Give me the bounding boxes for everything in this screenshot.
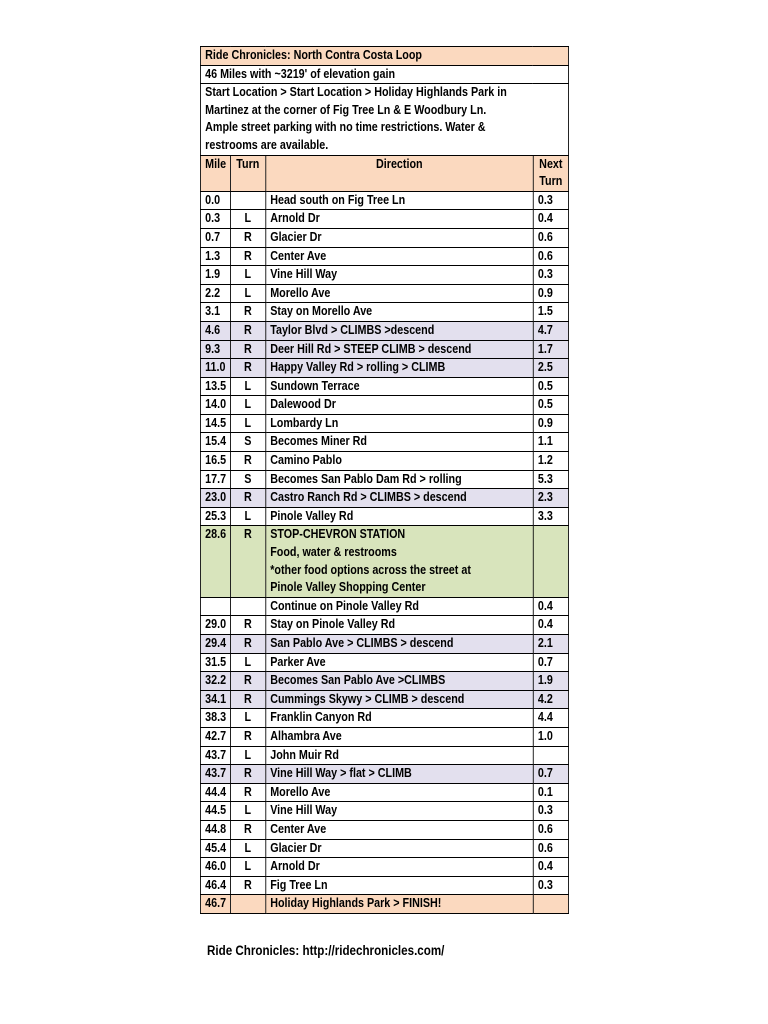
ride-summary: 46 Miles with ~3219' of elevation gain: [200, 65, 568, 84]
sheet-title: Ride Chronicles: North Contra Costa Loop: [200, 47, 568, 66]
cue-mile: [200, 597, 230, 616]
cue-row: [200, 266, 568, 285]
cue-turn: R: [230, 359, 265, 378]
cue-turn: R: [230, 321, 265, 340]
cue-direction: Morello Ave: [265, 284, 533, 303]
cue-turn: L: [230, 839, 265, 858]
start-line: Start Location > Start Location > Holiday Highlands Park in: [205, 85, 507, 100]
cue-turn: S: [230, 433, 265, 452]
cue-mile: 29.4: [200, 635, 230, 654]
cue-next-turn: 1.7: [533, 340, 568, 359]
cue-mile: 14.5: [200, 414, 230, 433]
cue-turn: R: [230, 489, 265, 508]
cue-row: [200, 284, 568, 303]
cue-direction: Center Ave: [265, 247, 533, 266]
cue-turn: R: [230, 876, 265, 895]
cue-mile: 0.3: [200, 210, 230, 229]
cue-next-turn: 4.4: [533, 709, 568, 728]
cue-mile: 44.5: [200, 802, 230, 821]
cue-turn: L: [230, 396, 265, 415]
cue-row: [200, 321, 568, 340]
cue-row: [200, 635, 568, 654]
cue-turn: L: [230, 653, 265, 672]
cue-rows: [200, 191, 568, 913]
cue-direction: Becomes San Pablo Ave >CLIMBS: [265, 672, 533, 691]
cue-next-turn: 3.3: [533, 507, 568, 526]
cue-next-turn: 0.6: [533, 820, 568, 839]
cue-direction: Vine Hill Way > flat > CLIMB: [265, 765, 533, 784]
cue-row: [200, 414, 568, 433]
cue-mile: 0.0: [200, 191, 230, 210]
cue-next-turn: 0.3: [533, 266, 568, 285]
cue-direction: Camino Pablo: [265, 452, 533, 471]
cue-row: [200, 452, 568, 471]
cue-sheet-table: [200, 46, 569, 914]
cue-direction: Parker Ave: [265, 653, 533, 672]
cue-mile: 15.4: [200, 433, 230, 452]
cue-next-turn: 0.4: [533, 597, 568, 616]
cue-direction: Center Ave: [265, 820, 533, 839]
cue-turn: R: [230, 340, 265, 359]
cue-direction: Stay on Morello Ave: [265, 303, 533, 322]
start-location: [200, 84, 568, 155]
cue-direction: Vine Hill Way: [265, 802, 533, 821]
cue-mile: 25.3: [200, 507, 230, 526]
cue-next-turn: 0.4: [533, 210, 568, 229]
cue-next-turn: 2.1: [533, 635, 568, 654]
cue-next-turn: 0.9: [533, 414, 568, 433]
cue-row: [200, 191, 568, 210]
cue-mile: 1.9: [200, 266, 230, 285]
cue-direction: Alhambra Ave: [265, 727, 533, 746]
cue-mile: 23.0: [200, 489, 230, 508]
cue-mile: 32.2: [200, 672, 230, 691]
cue-next-turn: [533, 895, 568, 914]
cue-next-turn: 0.5: [533, 396, 568, 415]
cue-direction: John Muir Rd: [265, 746, 533, 765]
cue-direction: Pinole Valley Rd: [265, 507, 533, 526]
cue-direction-line: STOP-CHEVRON STATION: [270, 527, 406, 542]
cue-direction: Sundown Terrace: [265, 377, 533, 396]
cue-turn: R: [230, 228, 265, 247]
header-next-turn: [533, 155, 568, 191]
cue-turn: L: [230, 709, 265, 728]
cue-next-turn: 4.2: [533, 690, 568, 709]
cue-turn: R: [230, 690, 265, 709]
cue-row: [200, 765, 568, 784]
cue-turn: R: [230, 765, 265, 784]
cue-row: [200, 839, 568, 858]
cue-row: [200, 228, 568, 247]
cue-row: [200, 210, 568, 229]
cue-turn: L: [230, 210, 265, 229]
cue-row: [200, 597, 568, 616]
cue-turn: R: [230, 526, 265, 597]
cue-mile: 17.7: [200, 470, 230, 489]
cue-turn: L: [230, 414, 265, 433]
cue-mile: 43.7: [200, 765, 230, 784]
cue-next-turn: 0.7: [533, 653, 568, 672]
cue-turn: R: [230, 635, 265, 654]
cue-next-turn: 1.9: [533, 672, 568, 691]
start-line: Ample street parking with no time restrictions. Water &: [205, 120, 486, 135]
cue-direction: Castro Ranch Rd > CLIMBS > descend: [265, 489, 533, 508]
cue-next-turn: 0.4: [533, 858, 568, 877]
cue-next-turn: 0.5: [533, 377, 568, 396]
cue-turn: [230, 191, 265, 210]
cue-mile: 43.7: [200, 746, 230, 765]
cue-row: [200, 690, 568, 709]
cue-row: [200, 820, 568, 839]
cue-row: [200, 783, 568, 802]
cue-next-turn: 0.9: [533, 284, 568, 303]
cue-row: [200, 377, 568, 396]
cue-mile: 38.3: [200, 709, 230, 728]
summary-row: [200, 65, 568, 84]
cue-next-turn: 0.6: [533, 228, 568, 247]
cue-direction: Becomes Miner Rd: [265, 433, 533, 452]
cue-row: [200, 727, 568, 746]
cue-turn: R: [230, 303, 265, 322]
cue-turn: R: [230, 247, 265, 266]
cue-turn: L: [230, 284, 265, 303]
cue-direction: Morello Ave: [265, 783, 533, 802]
cue-row: [200, 526, 568, 597]
cue-next-turn: 0.6: [533, 247, 568, 266]
cue-row: [200, 858, 568, 877]
cue-row: [200, 507, 568, 526]
cue-turn: R: [230, 672, 265, 691]
cue-direction: Becomes San Pablo Dam Rd > rolling: [265, 470, 533, 489]
cue-direction: Stay on Pinole Valley Rd: [265, 616, 533, 635]
cue-mile: 16.5: [200, 452, 230, 471]
cue-mile: 28.6: [200, 526, 230, 597]
cue-row: [200, 247, 568, 266]
cue-row: [200, 895, 568, 914]
cue-row: [200, 396, 568, 415]
cue-direction: Dalewood Dr: [265, 396, 533, 415]
cue-direction: Taylor Blvd > CLIMBS >descend: [265, 321, 533, 340]
cue-direction: Happy Valley Rd > rolling > CLIMB: [265, 359, 533, 378]
cue-next-turn: 0.6: [533, 839, 568, 858]
cue-mile: 46.0: [200, 858, 230, 877]
cue-next-turn: 2.3: [533, 489, 568, 508]
cue-direction: [265, 526, 533, 597]
cue-turn: L: [230, 746, 265, 765]
header-direction: Direction: [265, 155, 533, 191]
cue-mile: 1.3: [200, 247, 230, 266]
cue-direction: Franklin Canyon Rd: [265, 709, 533, 728]
cue-next-turn: 0.3: [533, 802, 568, 821]
cue-next-turn: 0.4: [533, 616, 568, 635]
cue-mile: 31.5: [200, 653, 230, 672]
cue-turn: L: [230, 802, 265, 821]
cue-next-turn: 4.7: [533, 321, 568, 340]
cue-row: [200, 672, 568, 691]
cue-row: [200, 876, 568, 895]
cue-mile: 42.7: [200, 727, 230, 746]
cue-mile: 2.2: [200, 284, 230, 303]
cue-next-turn: 0.3: [533, 876, 568, 895]
cue-mile: 29.0: [200, 616, 230, 635]
cue-turn: R: [230, 783, 265, 802]
cue-next-turn: [533, 526, 568, 597]
cue-next-turn: 1.2: [533, 452, 568, 471]
cue-direction: Glacier Dr: [265, 228, 533, 247]
cue-next-turn: 1.5: [533, 303, 568, 322]
cue-direction: Head south on Fig Tree Ln: [265, 191, 533, 210]
cue-turn: L: [230, 858, 265, 877]
cue-direction-line: Food, water & restrooms: [270, 545, 397, 560]
start-location-row: [200, 84, 568, 155]
cue-row: [200, 359, 568, 378]
title-row: [200, 47, 568, 66]
cue-mile: 0.7: [200, 228, 230, 247]
cue-turn: L: [230, 377, 265, 396]
cue-turn: S: [230, 470, 265, 489]
cue-next-turn: 0.7: [533, 765, 568, 784]
header-next-line: Next: [539, 156, 563, 171]
cue-turn: R: [230, 820, 265, 839]
cue-turn: L: [230, 507, 265, 526]
cue-turn: R: [230, 727, 265, 746]
cue-next-turn: 2.5: [533, 359, 568, 378]
header-turn: Turn: [230, 155, 265, 191]
cue-mile: 46.4: [200, 876, 230, 895]
cue-row: [200, 746, 568, 765]
cue-turn: [230, 597, 265, 616]
cue-row: [200, 709, 568, 728]
cue-turn: R: [230, 616, 265, 635]
cue-mile: 4.6: [200, 321, 230, 340]
cue-direction: San Pablo Ave > CLIMBS > descend: [265, 635, 533, 654]
column-header-row: [200, 155, 568, 191]
cue-row: [200, 470, 568, 489]
cue-next-turn: 1.0: [533, 727, 568, 746]
cue-turn: L: [230, 266, 265, 285]
cue-mile: 11.0: [200, 359, 230, 378]
start-line: restrooms are available.: [205, 137, 329, 152]
cue-direction: Lombardy Ln: [265, 414, 533, 433]
cue-direction: Cummings Skywy > CLIMB > descend: [265, 690, 533, 709]
footer-credit: Ride Chronicles: http://ridechronicles.com/: [207, 943, 445, 958]
cue-mile: 44.4: [200, 783, 230, 802]
cue-mile: 34.1: [200, 690, 230, 709]
cue-mile: 45.4: [200, 839, 230, 858]
start-line: Martinez at the corner of Fig Tree Ln & E Woodbury Ln.: [205, 102, 487, 117]
header-mile: Mile: [200, 155, 230, 191]
cue-turn: [230, 895, 265, 914]
cue-row: [200, 489, 568, 508]
cue-row: [200, 340, 568, 359]
cue-direction-line: Pinole Valley Shopping Center: [270, 580, 426, 595]
cue-next-turn: 1.1: [533, 433, 568, 452]
cue-row: [200, 653, 568, 672]
cue-direction: Continue on Pinole Valley Rd: [265, 597, 533, 616]
cue-mile: 44.8: [200, 820, 230, 839]
cue-direction: Holiday Highlands Park > FINISH!: [265, 895, 533, 914]
cue-row: [200, 303, 568, 322]
cue-row: [200, 802, 568, 821]
cue-direction: Arnold Dr: [265, 858, 533, 877]
cue-direction: Arnold Dr: [265, 210, 533, 229]
cue-row: [200, 433, 568, 452]
cue-mile: 13.5: [200, 377, 230, 396]
cue-turn: R: [230, 452, 265, 471]
cue-next-turn: 0.1: [533, 783, 568, 802]
cue-mile: 46.7: [200, 895, 230, 914]
cue-next-turn: 0.3: [533, 191, 568, 210]
cue-next-turn: 5.3: [533, 470, 568, 489]
cue-direction: Fig Tree Ln: [265, 876, 533, 895]
cue-mile: 14.0: [200, 396, 230, 415]
cue-direction: Deer Hill Rd > STEEP CLIMB > descend: [265, 340, 533, 359]
cue-mile: 9.3: [200, 340, 230, 359]
cue-mile: 3.1: [200, 303, 230, 322]
header-next-line: Turn: [539, 174, 563, 189]
cue-direction: Vine Hill Way: [265, 266, 533, 285]
cue-direction: Glacier Dr: [265, 839, 533, 858]
cue-direction-line: *other food options across the street at: [270, 562, 471, 577]
cue-next-turn: [533, 746, 568, 765]
cue-row: [200, 616, 568, 635]
